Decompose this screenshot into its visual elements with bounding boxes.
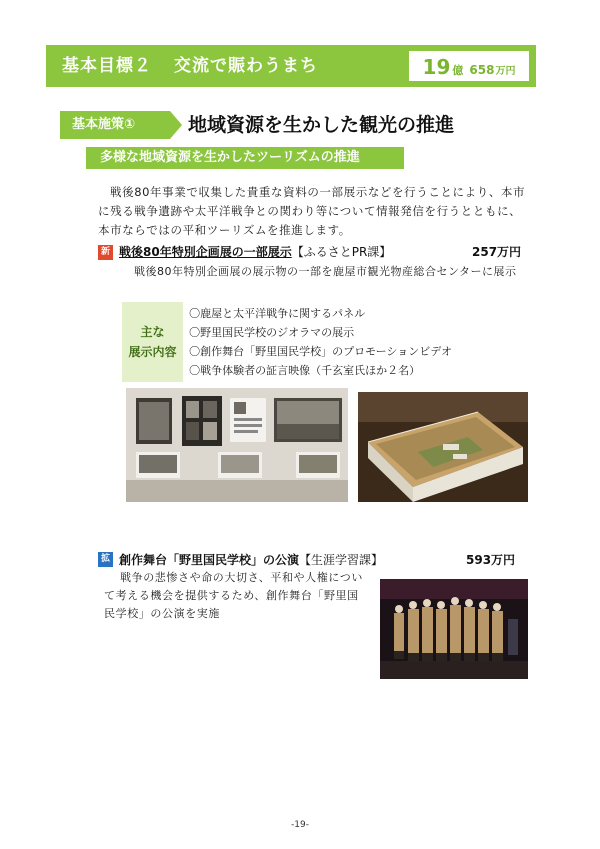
exhibit-item: 〇創作舞台「野里国民学校」のプロモーションビデオ	[189, 345, 452, 358]
item2-amount: 593万円	[466, 553, 516, 567]
policy-arrow-icon	[170, 111, 182, 139]
exhibit-label-line2: 展示内容	[128, 345, 177, 359]
exhibition-panels-photo	[126, 388, 348, 502]
budget-oku-value: 19	[422, 55, 451, 79]
new-badge-icon: 新	[98, 245, 113, 260]
budget-oku-unit: 億	[452, 64, 464, 77]
exhibit-box	[122, 302, 452, 382]
total-budget-box	[408, 50, 530, 82]
exhibit-item: 〇鹿屋と太平洋戦争に関するパネル	[189, 307, 366, 320]
goal-title: 交流で賑わうまち	[174, 56, 318, 76]
section-subheading: 多様な地域資源を生かしたツーリズムの推進	[86, 147, 404, 169]
item1-dept: 【ふるさとPR課】	[291, 245, 392, 259]
stage-performance-photo	[380, 579, 528, 679]
item2-title: 創作舞台「野里国民学校」の公演	[119, 553, 300, 567]
goal-label: 基本目標２	[62, 56, 152, 76]
page-number: -19-	[291, 820, 309, 830]
item2-description: 戦争の悲惨さや命の大切さ、平和や人権について考える機会を提供するため、創作舞台「野里国民学校」の公演を実施	[104, 571, 363, 620]
exhibit-item: 〇野里国民学校のジオラマの展示	[189, 326, 355, 339]
goal-heading	[62, 52, 318, 80]
intro-paragraph: 戦後80年事業で収集した貴重な資料の一部展示などを行うことにより、本市に残る戦争遺跡や太平洋戦争との関わり等について情報発信を行うとともに、本市ならではの平和ツーリズムを推進します。	[98, 185, 526, 237]
diorama-photo	[358, 392, 528, 502]
exhibit-label	[122, 302, 183, 382]
expanded-badge-icon: 拡	[98, 552, 113, 567]
item2-dept: 【生涯学習課】	[299, 553, 384, 567]
exhibit-list	[183, 302, 452, 382]
budget-man-value: 658	[469, 63, 495, 77]
item1-description: 戦後80年特別企画展の展示物の一部を鹿屋市観光物産総合センターに展示	[134, 265, 517, 278]
policy-title: 地域資源を生かした観光の推進	[188, 114, 455, 136]
item1-amount: 257万円	[472, 245, 522, 259]
exhibit-item: 〇戦争体験者の証言映像（千玄室氏ほか２名）	[189, 364, 421, 377]
exhibit-label-line1: 主な	[140, 325, 165, 339]
item1-title: 戦後80年特別企画展の一部展示	[119, 245, 292, 259]
item1-heading	[119, 244, 391, 260]
item2-heading	[119, 552, 383, 568]
budget-man-unit: 万円	[495, 66, 516, 77]
policy-tag: 基本施策①	[60, 111, 170, 139]
